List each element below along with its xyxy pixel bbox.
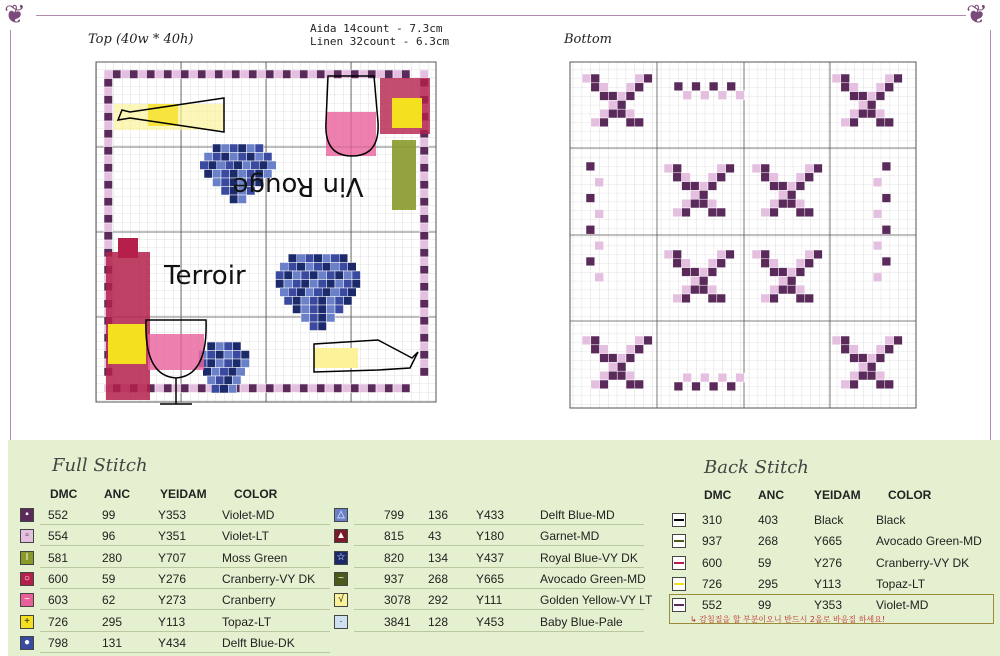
dmc-code: 815: [384, 529, 405, 544]
top-pattern-chart: [88, 52, 444, 412]
word-top-text: Vin Rouge: [232, 171, 364, 201]
dmc-code: 600: [48, 571, 69, 586]
back-header-anc: ANC: [758, 488, 784, 502]
corner-ornament-icon: ❦: [4, 0, 26, 30]
line-swatch-icon: [672, 513, 686, 527]
dmc-code: 726: [702, 576, 723, 591]
bottom-pattern-chart: [564, 52, 924, 414]
row-divider: [354, 545, 644, 546]
full-header-dmc: DMC: [50, 487, 78, 501]
yeidam-code: Y437: [476, 550, 505, 565]
color-name: Avocado Green-MD: [540, 571, 646, 586]
row-divider: [354, 588, 644, 589]
back-header-yeidam: YEIDAM: [814, 488, 861, 502]
swatch-icon: ▫: [20, 529, 34, 543]
yeidam-code: Y434: [158, 635, 187, 650]
yeidam-code: Y707: [158, 550, 187, 565]
full-stitch-row: [334, 526, 644, 547]
yeidam-code: Black: [814, 513, 844, 527]
anc-code: 62: [102, 593, 116, 608]
swatch-icon: ▪: [20, 508, 34, 522]
color-name: Black: [876, 513, 906, 527]
row-divider: [354, 631, 644, 632]
color-name: Violet-MD: [876, 598, 929, 613]
row-divider: [40, 631, 330, 632]
line-swatch-icon: [672, 577, 686, 591]
yeidam-code: Y111: [476, 593, 503, 608]
row-divider: [40, 588, 330, 589]
row-divider: [40, 567, 330, 568]
full-stitch-title: Full Stitch: [52, 455, 148, 476]
swatch-icon: ~: [334, 572, 348, 586]
color-name: Cranberry-VY DK: [876, 555, 970, 570]
anc-code: 136: [428, 508, 449, 522]
anc-code: 99: [758, 598, 772, 613]
dmc-code: 603: [48, 593, 69, 608]
linen-size-note: Linen 32count - 6.3cm: [310, 35, 450, 48]
yeidam-code: Y276: [814, 555, 843, 570]
yeidam-code: Y353: [158, 508, 187, 522]
full-stitch-row: [20, 569, 330, 590]
row-divider: [40, 609, 330, 610]
color-name: Delft Blue-DK: [222, 635, 295, 650]
dmc-code: 3841: [384, 614, 411, 629]
yeidam-code: Y453: [476, 614, 505, 629]
color-name: Garnet-MD: [540, 529, 600, 544]
color-name: Avocado Green-MD: [876, 534, 982, 549]
full-stitch-row: [334, 569, 644, 590]
row-divider: [354, 524, 644, 525]
color-name: Royal Blue-VY DK: [540, 550, 638, 565]
dmc-code: 581: [48, 550, 69, 565]
full-header-color: COLOR: [234, 487, 278, 501]
color-name: Baby Blue-Pale: [540, 614, 623, 629]
line-swatch-icon: [672, 556, 686, 570]
color-name: Topaz-LT: [222, 614, 272, 629]
swatch-icon: I: [20, 551, 34, 565]
full-stitch-row: [20, 526, 330, 547]
aida-size-note: Aida 14count - 7.3cm: [310, 22, 443, 35]
yeidam-code: Y665: [814, 534, 843, 549]
yeidam-code: Y433: [476, 508, 505, 522]
dmc-code: 554: [48, 529, 69, 544]
full-stitch-row: [20, 612, 330, 633]
line-swatch-icon: [672, 534, 686, 548]
row-divider: [40, 524, 330, 525]
back-header-color: COLOR: [888, 488, 932, 502]
swatch-icon: ●: [20, 636, 34, 650]
dmc-code: 726: [48, 614, 69, 629]
dmc-code: 798: [48, 635, 69, 650]
yeidam-code: Y351: [158, 529, 187, 544]
swatch-icon: ○: [20, 572, 34, 586]
full-stitch-row: [20, 590, 330, 611]
anc-code: 295: [102, 614, 123, 629]
swatch-icon: ·: [334, 615, 348, 629]
color-name: Violet-LT: [222, 529, 269, 544]
swatch-icon: ▲: [334, 529, 348, 543]
dmc-code: 600: [702, 555, 723, 570]
yeidam-code: Y353: [814, 598, 843, 613]
row-divider: [354, 567, 644, 568]
anc-code: 131: [102, 635, 123, 650]
full-stitch-row: [334, 612, 644, 633]
swatch-icon: √: [334, 593, 348, 607]
color-name: Golden Yellow-VY LT: [540, 593, 653, 608]
anc-code: 403: [758, 513, 779, 527]
swatch-icon: △: [334, 508, 348, 522]
dmc-code: 552: [48, 508, 69, 522]
border-line: [10, 30, 11, 440]
dmc-code: 3078: [384, 593, 411, 608]
full-header-anc: ANC: [104, 487, 130, 501]
full-stitch-row: [334, 590, 653, 611]
anc-code: 292: [428, 593, 449, 608]
backstitch-note: ↳ 감침질을 할 부분이오니 반드시 2올로 바음질 하세요!: [690, 615, 886, 624]
yeidam-code: Y273: [158, 593, 187, 608]
full-stitch-row: [20, 633, 330, 654]
anc-code: 280: [102, 550, 123, 565]
yeidam-code: Y276: [158, 571, 187, 586]
swatch-icon: ☆: [334, 551, 348, 565]
row-divider: [40, 545, 330, 546]
color-name: Cranberry: [222, 593, 276, 608]
color-name: Topaz-LT: [876, 576, 926, 591]
anc-code: 134: [428, 550, 449, 565]
border-line: [990, 30, 991, 440]
color-name: Cranberry-VY DK: [222, 571, 316, 586]
yeidam-code: Y180: [476, 529, 505, 544]
full-stitch-row: [334, 548, 644, 569]
anc-code: 128: [428, 614, 449, 629]
dmc-code: 310: [702, 513, 723, 527]
back-stitch-title: Back Stitch: [704, 457, 809, 478]
corner-ornament-icon: ❦: [966, 0, 988, 30]
full-stitch-row: [20, 548, 330, 569]
swatch-icon: −: [20, 593, 34, 607]
anc-code: 59: [758, 555, 772, 570]
yeidam-code: Y665: [476, 571, 505, 586]
anc-code: 43: [428, 529, 442, 544]
back-stitch-row: [672, 574, 994, 595]
swatch-icon: +: [20, 615, 34, 629]
bottom-chart-title: Bottom: [564, 32, 612, 47]
color-name: Moss Green: [222, 550, 288, 565]
back-header-dmc: DMC: [704, 488, 732, 502]
anc-code: 59: [102, 571, 116, 586]
full-stitch-row: [20, 505, 330, 526]
anc-code: 268: [428, 571, 449, 586]
row-divider: [40, 652, 330, 653]
bottle-icon: [106, 238, 150, 400]
dmc-code: 820: [384, 550, 405, 565]
back-stitch-row: [672, 531, 994, 552]
dmc-code: 552: [702, 598, 723, 613]
color-name: Delft Blue-MD: [540, 508, 615, 522]
color-name: Violet-MD: [222, 508, 275, 522]
anc-code: 96: [102, 529, 116, 544]
anc-code: 99: [102, 508, 116, 522]
yeidam-code: Y113: [814, 576, 842, 591]
back-stitch-row: [672, 553, 994, 574]
full-header-yeidam: YEIDAM: [160, 487, 207, 501]
border-line: [36, 15, 966, 16]
yeidam-code: Y113: [158, 614, 186, 629]
dmc-code: 937: [384, 571, 405, 586]
anc-code: 268: [758, 534, 779, 549]
word-mid-text: Terroir: [164, 261, 246, 291]
top-chart-title: Top (40w * 40h): [88, 32, 194, 47]
full-stitch-row: [334, 505, 644, 526]
dmc-code: 937: [702, 534, 723, 549]
back-stitch-row: [672, 510, 994, 531]
anc-code: 295: [758, 576, 779, 591]
row-divider: [354, 609, 644, 610]
dmc-code: 799: [384, 508, 405, 522]
